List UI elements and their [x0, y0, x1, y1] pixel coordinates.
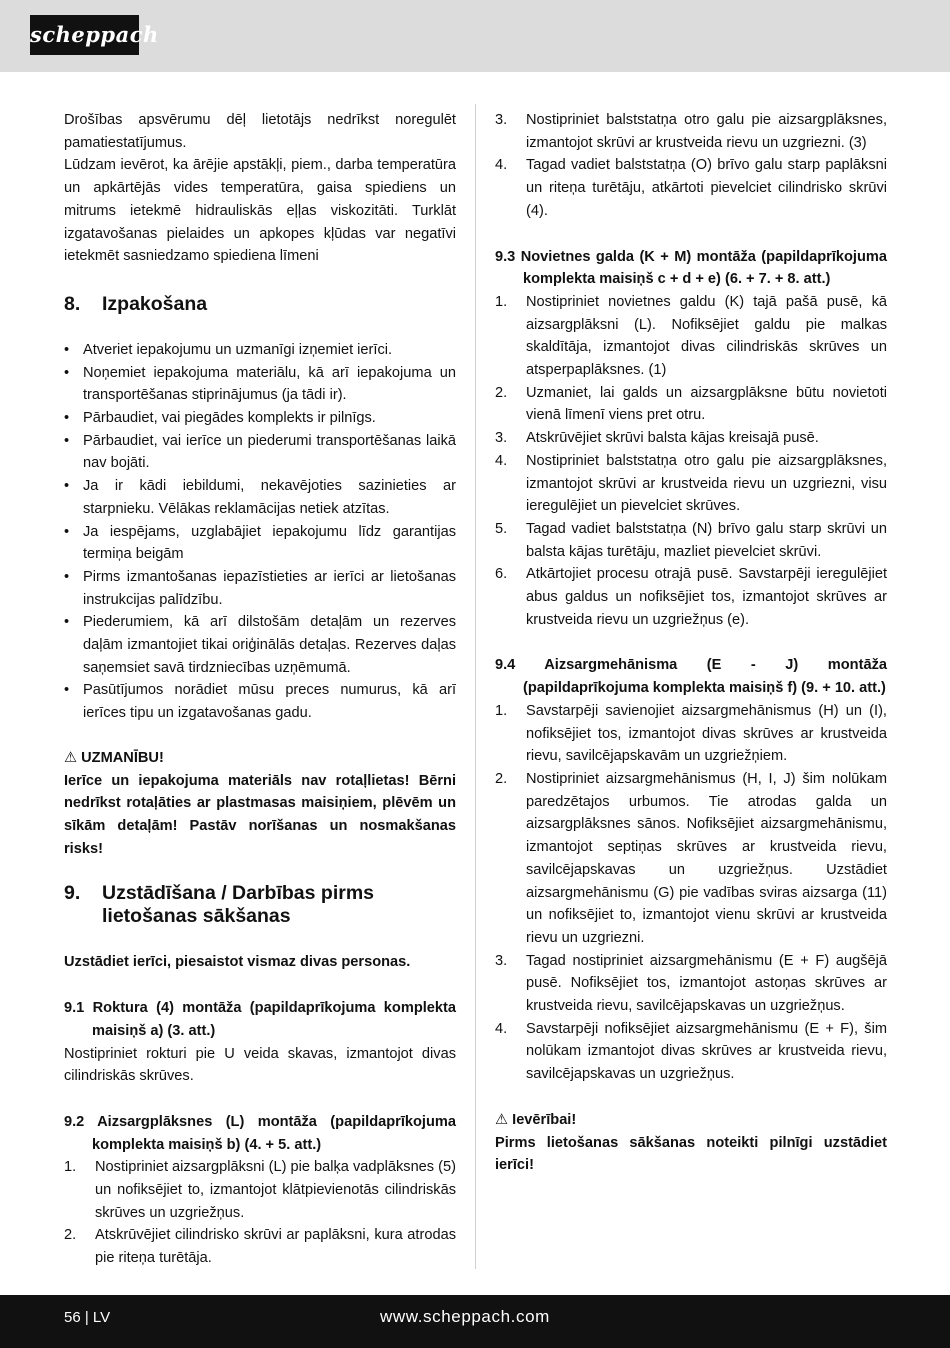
- subsection-9-4-heading: 9.4 Aizsargmehānisma (E - J) montāža (papildaprīkojuma komplekta maisiņš f) (9. + 10. att.): [495, 657, 887, 697]
- warning-title: ⚠ UZMANĪBU!: [64, 749, 164, 766]
- list-item: • Pirms izmantošanas iepazīstieties ar ierīci ar lietošanas instrukcijas palīdzību.: [64, 566, 456, 611]
- subsection-9-1-heading: 9.1 Roktura (4) montāža (papildaprīkojuma komplekta maisiņš a) (3. att.): [64, 1000, 456, 1039]
- list-item: • Ja iespējams, uzglabājiet iepakojumu līdz garantijas termiņa beigām: [64, 521, 456, 566]
- section-number: 9.: [64, 882, 81, 905]
- bullet-icon: •: [64, 432, 70, 449]
- section-8-heading: [64, 293, 456, 316]
- list-item: 3. Tagad nostipriniet aizsargmehānismu (E + F) augšējā pusē. Nofiksējiet tos, izmantojot astoņas skrūves ar krustveida rievu, savilcējapskavas un uzgriežņus.: [495, 952, 887, 1015]
- right-column: [495, 109, 887, 1177]
- section-9-heading: [64, 882, 456, 928]
- bullet-icon: •: [64, 341, 70, 358]
- bullet-icon: •: [64, 364, 70, 381]
- list-item: 2. Nostipriniet aizsargmehānismus (H, I, J) šim nolūkam paredzētajos urbumos. Tie atrodas galda un aizsargplāksnes sānos. Nofiksējiet aizsargmehānismu, izmantojot septiņas skrūves ar krustveida rievu, savilcējapskavas un uzgriežņus. Uzstādiet aizsargmehānismu (G) pie vadības sviras aizsarga (11) un nofiksējiet to, izmantojot vienu skrūvi ar krustveida rievu un uzgriezni.: [495, 770, 887, 946]
- website-url: www.scheppach.com: [380, 1307, 550, 1326]
- subsection-9-2-steps-continued: [495, 109, 887, 223]
- attention-title: ⚠ Ievērībai!: [495, 1111, 577, 1128]
- intro-paragraph-1: Drošības apsvērumu dēļ lietotājs nedrīkst noregulēt pamatiestatījumus.: [64, 112, 456, 151]
- list-item: 5. Tagad vadiet balststatņa (N) brīvo galu starp skrūvi un balsta kājas turētāju, mazliet pievelciet skrūvi.: [495, 520, 887, 560]
- list-item: 1. Savstarpēji savienojiet aizsargmehānismus (H) un (I), nofiksējiet tos, izmantojot divas skrūves ar krustveida rievu, savilcējapskavām un uzgriežņiem.: [495, 702, 887, 765]
- subsection-9-3-heading: 9.3 Novietnes galda (K + M) montāža (papildaprīkojuma komplekta maisiņš c + d + e) (6. + 7. + 8. att.): [495, 248, 887, 288]
- bullet-icon: •: [64, 478, 70, 495]
- list-item: 1. Nostipriniet aizsargplāksni (L) pie balķa vadplāksnes (5) un nofiksējiet to, izmantojot klātpievienotās cilindriskās skrūves un uzgriežņus.: [64, 1159, 456, 1221]
- subsection-9-2-heading: 9.2 Aizsargplāksnes (L) montāža (papildaprīkojuma komplekta maisiņš b) (4. + 5. att.): [64, 1113, 456, 1153]
- list-item: 4. Savstarpēji nofiksējiet aizsargmehānismu (E + F), šim nolūkam izmantojot divas skrūves ar krustveida rievu, savilcējapskavas un uzgriežņus.: [495, 1020, 887, 1083]
- bullet-icon: •: [64, 614, 70, 631]
- section-number: 8.: [64, 292, 81, 315]
- bullet-icon: •: [64, 410, 70, 427]
- list-item: • Piederumiem, kā arī dilstošām detaļām un rezerves daļām izmantojiet tikai oriģinālās detaļas. Rezerves daļas saņemsiet savā tirdzniecības uzņēmumā.: [64, 611, 456, 679]
- list-item: 4. Tagad vadiet balststatņa (O) brīvo galu starp paplāksni un riteņa turētāju, atkārtoti pievelciet cilindrisko skrūvi (4).: [495, 157, 887, 219]
- list-item: 3. Nostipriniet balststatņa otro galu pie aizsargplāksnes, izmantojot skrūvi ar krustveida rievu un uzgriezni. (3): [495, 112, 887, 151]
- section-title: Uzstādīšana / Darbības pirms lietošanas sākšanas: [102, 882, 375, 928]
- list-item: 1. Nostipriniet novietnes galdu (K) tajā pašā pusē, kā aizsargplāksni (L). Nofiksējiet galdu pie malkas skaldītāja, izmantojot divas cilindriskās skrūves un atsperpaplāksnes. (1): [495, 293, 887, 379]
- subsection-9-2-steps: [64, 1156, 456, 1270]
- subsection-9-1-text: Nostipriniet rokturi pie U veida skavas, izmantojot divas cilindriskās skrūves.: [64, 1045, 456, 1085]
- list-item: 4. Nostipriniet balststatņa otro galu pie aizsargplāksnes, izmantojot skrūvi ar krustveida rievu un uzgriezni, visu ieregulējiet un pievelciet skrūves.: [495, 452, 887, 515]
- list-item: • Pasūtījumos norādiet mūsu preces numurus, kā arī ierīces tipu un izgatavošanas gadu.: [64, 679, 456, 724]
- attention-text: Pirms lietošanas sākšanas noteikti pilnīgi uzstādiet ierīci!: [495, 1134, 887, 1174]
- page-footer: [0, 1295, 950, 1348]
- column-divider: [475, 104, 476, 1269]
- page-number: 56 | LV: [64, 1309, 111, 1326]
- bullet-icon: •: [64, 682, 70, 699]
- section-9-intro: Uzstādiet ierīci, piesaistot vismaz divas personas.: [64, 954, 411, 971]
- list-item: • Noņemiet iepakojuma materiālu, kā arī iepakojuma un transportēšanas stiprinājumus (ja tādi ir).: [64, 362, 456, 407]
- left-column: [64, 109, 456, 1270]
- list-item: 6. Atkārtojiet procesu otrajā pusē. Savstarpēji ieregulējiet abus galdus un nofiksējiet tos, izmantojot skrūves ar krustveida rievu un uzgriežņus (e).: [495, 566, 887, 628]
- list-item: • Ja ir kādi iebildumi, nekavējoties sazinieties ar starpnieku. Vēlākas reklamācijas netiek atzītas.: [64, 475, 456, 520]
- intro-paragraph-2: Lūdzam ievērot, ka ārējie apstākļi, piem., darba temperatūra un apkārtējās vides temperatūra, gaisa spiediens un mitrums ietekmē hidrauliskās eļļas viskozitāti. Turklāt izgatavošanas pielaides un apkopes kļūdas var negatīvi ietekmēt sasniedzamo spiediena līmeni: [64, 157, 456, 265]
- bullet-icon: •: [64, 568, 70, 585]
- section-title: Izpakošana: [102, 292, 208, 315]
- bullet-icon: •: [64, 523, 70, 540]
- list-item: 3. Atskrūvējiet skrūvi balsta kājas kreisajā pusē.: [495, 430, 819, 447]
- subsection-9-3-steps: [495, 291, 887, 632]
- page-header: [0, 0, 950, 72]
- list-item: • Atveriet iepakojumu un uzmanīgi izņemiet ierīci.: [64, 339, 456, 362]
- scheppach-logo: scheppach: [30, 15, 139, 55]
- list-item: 2. Atskrūvējiet cilindrisko skrūvi ar paplāksni, kura atrodas pie riteņa turētāja.: [64, 1227, 456, 1267]
- list-item: • Pārbaudiet, vai piegādes komplekts ir pilnīgs.: [64, 407, 456, 430]
- unpacking-list: [64, 339, 456, 725]
- list-item: 2. Uzmaniet, lai galds un aizsargplāksne būtu novietoti vienā līmenī viens pret otru.: [495, 384, 887, 424]
- list-item: • Pārbaudiet, vai ierīce un piederumi transportēšanas laikā nav bojāti.: [64, 430, 456, 475]
- subsection-9-4-steps: [495, 700, 887, 1086]
- warning-text: Ierīce un iepakojuma materiāls nav rotaļlietas! Bērni nedrīkst rotaļāties ar plastmasas maisiņiem, plēvēm un sīkām detaļām! Pastāv norīšanas un nosmakšanas risks!: [64, 772, 456, 857]
